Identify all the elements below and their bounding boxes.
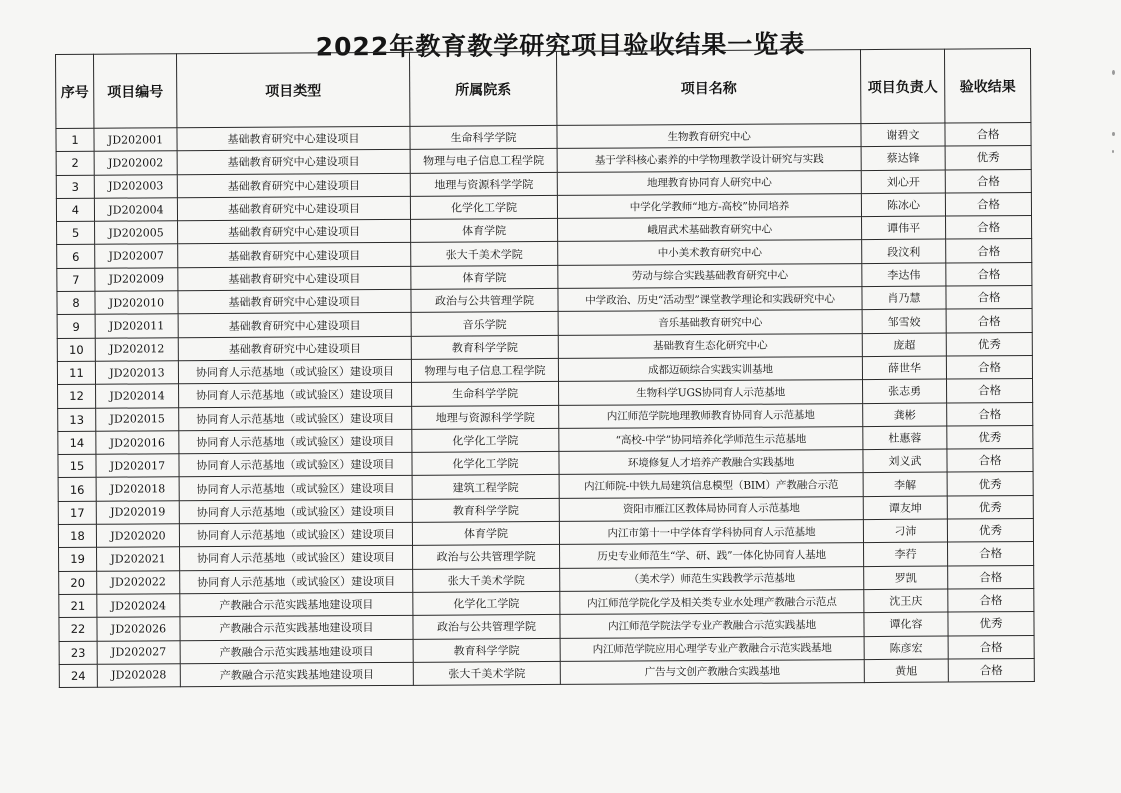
cell-acceptance-result: 合格 — [946, 262, 1032, 286]
cell-department: 教育科学学院 — [411, 335, 558, 359]
cell-project-name: 内江师范学院应用心理学专业产教融合示范实践基地 — [560, 636, 864, 661]
cell-department: 化学化工学院 — [412, 428, 559, 452]
scan-speck — [1112, 150, 1114, 153]
cell-project-type: 基础教育研究中心建设项目 — [178, 336, 411, 361]
cell-project-name: 内江师院-中铁九局建筑信息模型（BIM）产教融合示范 — [559, 473, 863, 498]
cell-project-type: 协同育人示范基地（或试验区）建设项目 — [179, 476, 412, 501]
cell-project-name: 内江市第十一中学体育学科协同育人示范基地 — [559, 520, 863, 545]
cell-serial: 5 — [57, 221, 95, 245]
cell-project-code: JD202001 — [94, 128, 177, 152]
cell-project-leader: 陈彦宏 — [864, 636, 948, 660]
cell-acceptance-result: 合格 — [946, 309, 1032, 333]
cell-acceptance-result: 合格 — [946, 356, 1032, 380]
cell-project-name: 环境修复人才培养产教融合实践基地 — [559, 450, 863, 475]
cell-project-type: 协同育人示范基地（或试验区）建设项目 — [179, 406, 412, 431]
cell-project-name: 广告与文创产教融合实践基地 — [560, 659, 864, 684]
cell-project-leader: 沈王庆 — [864, 589, 948, 613]
cell-project-leader: 谭友坤 — [863, 496, 947, 520]
cell-project-name: 内江师范学院法学专业产教融合示范实践基地 — [560, 613, 864, 638]
cell-serial: 24 — [59, 664, 97, 688]
cell-project-leader: 邹雪姣 — [862, 309, 946, 333]
cell-serial: 3 — [56, 175, 94, 199]
cell-project-code: JD202022 — [97, 570, 180, 594]
cell-project-leader: 杜惠蓉 — [863, 426, 947, 450]
cell-project-code: JD202003 — [94, 174, 177, 198]
cell-serial: 16 — [58, 478, 96, 502]
cell-department: 音乐学院 — [411, 312, 558, 336]
cell-department: 张大千美术学院 — [413, 661, 560, 685]
cell-department: 张大千美术学院 — [411, 242, 558, 266]
cell-project-type: 产教融合示范实践基地建设项目 — [180, 616, 413, 641]
cell-serial: 11 — [57, 361, 95, 385]
cell-acceptance-result: 优秀 — [947, 519, 1033, 543]
header-serial: 序号 — [56, 54, 94, 128]
cell-acceptance-result: 优秀 — [946, 332, 1032, 356]
cell-project-code: JD202010 — [95, 291, 178, 315]
cell-project-type: 产教融合示范实践基地建设项目 — [180, 662, 413, 687]
cell-project-type: 基础教育研究中心建设项目 — [178, 220, 411, 245]
cell-department: 教育科学学院 — [412, 498, 559, 522]
cell-acceptance-result: 合格 — [947, 402, 1033, 426]
cell-project-leader: 张志勇 — [863, 379, 947, 403]
cell-project-leader: 谭伟平 — [862, 216, 946, 240]
cell-project-leader: 段汶利 — [862, 240, 946, 264]
cell-project-name: 内江师范学院地理教师教育协同育人示范基地 — [559, 403, 863, 428]
cell-acceptance-result: 合格 — [948, 635, 1034, 659]
cell-acceptance-result: 优秀 — [947, 425, 1033, 449]
cell-project-type: 基础教育研究中心建设项目 — [178, 313, 411, 338]
cell-acceptance-result: 合格 — [948, 542, 1034, 566]
cell-project-type: 协同育人示范基地（或试验区）建设项目 — [179, 429, 412, 454]
cell-project-code: JD202018 — [96, 477, 179, 501]
cell-project-leader: 李达伟 — [862, 263, 946, 287]
cell-project-type: 产教融合示范实践基地建设项目 — [180, 592, 413, 617]
cell-project-type: 协同育人示范基地（或试验区）建设项目 — [180, 546, 413, 571]
cell-acceptance-result: 优秀 — [947, 472, 1033, 496]
cell-department: 体育学院 — [411, 219, 558, 243]
cell-serial: 12 — [58, 385, 96, 409]
cell-serial: 17 — [58, 501, 96, 525]
cell-department: 地理与资源科学学院 — [412, 405, 559, 429]
cell-project-code: JD202005 — [95, 221, 178, 245]
cell-project-name: 生物科学UGS协同育人示范基地 — [559, 380, 863, 405]
cell-serial: 8 — [57, 291, 95, 315]
cell-project-type: 协同育人示范基地（或试验区）建设项目 — [179, 522, 412, 547]
cell-project-code: JD202002 — [94, 151, 177, 175]
cell-department: 地理与资源科学学院 — [410, 172, 557, 196]
cell-serial: 20 — [59, 571, 97, 595]
header-project-leader: 项目负责人 — [860, 49, 944, 124]
cell-project-leader: 刘心开 — [861, 170, 945, 194]
cell-project-leader: 陈冰心 — [861, 193, 945, 217]
cell-acceptance-result: 合格 — [946, 286, 1032, 310]
cell-project-leader: 庞超 — [862, 333, 946, 357]
cell-serial: 10 — [57, 338, 95, 362]
cell-project-leader: 黄旭 — [864, 659, 948, 683]
cell-project-leader: 龚彬 — [863, 403, 947, 427]
cell-project-leader: 蔡达锋 — [861, 146, 945, 170]
cell-project-leader: 薛世华 — [862, 356, 946, 380]
cell-project-code: JD202026 — [97, 617, 180, 641]
cell-project-name: “高校-中学”协同培养化学师范生示范基地 — [559, 426, 863, 451]
cell-project-type: 协同育人示范基地（或试验区）建设项目 — [179, 499, 412, 524]
cell-department: 体育学院 — [412, 521, 559, 545]
cell-acceptance-result: 合格 — [945, 123, 1031, 147]
cell-acceptance-result: 合格 — [945, 169, 1031, 193]
cell-project-leader: 罗凯 — [864, 566, 948, 590]
cell-project-leader: 李解 — [863, 473, 947, 497]
cell-project-code: JD202016 — [96, 431, 179, 455]
cell-department: 化学化工学院 — [412, 452, 559, 476]
cell-serial: 14 — [58, 431, 96, 455]
cell-acceptance-result: 合格 — [946, 216, 1032, 240]
cell-project-type: 基础教育研究中心建设项目 — [177, 196, 410, 221]
cell-department: 教育科学学院 — [413, 638, 560, 662]
cell-project-code: JD202015 — [96, 407, 179, 431]
cell-project-code: JD202013 — [95, 361, 178, 385]
table-row — [59, 658, 1034, 687]
cell-acceptance-result: 合格 — [947, 449, 1033, 473]
cell-project-leader: 谢碧文 — [861, 123, 945, 147]
cell-serial: 9 — [57, 315, 95, 339]
cell-project-leader: 刘义武 — [863, 449, 947, 473]
cell-project-code: JD202024 — [97, 594, 180, 618]
cell-serial: 1 — [56, 128, 94, 152]
cell-serial: 19 — [59, 548, 97, 572]
cell-department: 生命科学学院 — [410, 125, 557, 149]
cell-department: 体育学院 — [411, 265, 558, 289]
cell-acceptance-result: 优秀 — [945, 146, 1031, 170]
cell-serial: 18 — [58, 524, 96, 548]
cell-project-type: 协同育人示范基地（或试验区）建设项目 — [179, 452, 412, 477]
cell-department: 化学化工学院 — [413, 591, 560, 615]
cell-serial: 15 — [58, 454, 96, 478]
cell-project-name: 中小美术教育研究中心 — [558, 240, 862, 265]
cell-project-name: 音乐基础教育研究中心 — [558, 310, 862, 335]
cell-project-type: 协同育人示范基地（或试验区）建设项目 — [180, 569, 413, 594]
cell-project-code: JD202027 — [97, 640, 180, 664]
cell-project-name: 地理教育协同育人研究中心 — [557, 170, 861, 195]
cell-project-leader: 李荇 — [864, 542, 948, 566]
cell-project-name: 历史专业师范生“学、研、践”一体化协同育人基地 — [560, 543, 864, 568]
cell-project-name: 内江师范学院化学及相关类专业水处理产教融合示范点 — [560, 590, 864, 615]
cell-project-code: JD202021 — [97, 547, 180, 571]
cell-department: 政治与公共管理学院 — [411, 289, 558, 313]
cell-serial: 6 — [57, 245, 95, 269]
cell-project-name: 基础教育生态化研究中心 — [558, 333, 862, 358]
cell-project-type: 基础教育研究中心建设项目 — [177, 150, 410, 175]
cell-department: 政治与公共管理学院 — [413, 545, 560, 569]
header-project-code: 项目编号 — [94, 54, 177, 129]
cell-project-code: JD202028 — [97, 664, 180, 688]
cell-project-code: JD202020 — [96, 524, 179, 548]
cell-project-type: 基础教育研究中心建设项目 — [178, 243, 411, 268]
cell-acceptance-result: 合格 — [948, 658, 1034, 682]
cell-project-leader: 肖乃慧 — [862, 286, 946, 310]
cell-serial: 7 — [57, 268, 95, 292]
cell-department: 物理与电子信息工程学院 — [410, 149, 557, 173]
cell-department: 生命科学学院 — [412, 382, 559, 406]
cell-project-name: 生物教育研究中心 — [557, 124, 861, 149]
cell-project-name: 基于学科核心素养的中学物理教学设计研究与实践 — [557, 147, 861, 172]
cell-project-name: 中学化学教师“地方-高校”协同培养 — [557, 193, 861, 218]
cell-project-code: JD202014 — [96, 384, 179, 408]
cell-serial: 22 — [59, 617, 97, 641]
cell-acceptance-result: 合格 — [947, 379, 1033, 403]
cell-project-code: JD202004 — [94, 198, 177, 222]
cell-project-code: JD202017 — [96, 454, 179, 478]
cell-acceptance-result: 合格 — [945, 192, 1031, 216]
cell-project-code: JD202007 — [95, 244, 178, 268]
header-department: 所属院系 — [409, 51, 556, 126]
table-body — [56, 123, 1034, 688]
cell-department: 政治与公共管理学院 — [413, 615, 560, 639]
cell-project-type: 协同育人示范基地（或试验区）建设项目 — [179, 383, 412, 408]
cell-project-name: 峨眉武术基础教育研究中心 — [558, 217, 862, 242]
cell-project-name: （美术学）师范生实践教学示范基地 — [560, 566, 864, 591]
cell-serial: 4 — [56, 198, 94, 222]
scan-speck — [1112, 70, 1115, 75]
cell-department: 建筑工程学院 — [412, 475, 559, 499]
cell-project-name: 中学政治、历史“活动型”课堂教学理论和实践研究中心 — [558, 287, 862, 312]
header-acceptance-result: 验收结果 — [944, 49, 1030, 124]
cell-project-type: 产教融合示范实践基地建设项目 — [180, 639, 413, 664]
cell-acceptance-result: 优秀 — [947, 495, 1033, 519]
cell-project-leader: 刁沛 — [863, 519, 947, 543]
cell-project-code: JD202011 — [95, 314, 178, 338]
cell-serial: 13 — [58, 408, 96, 432]
cell-serial: 2 — [56, 152, 94, 176]
cell-project-type: 基础教育研究中心建设项目 — [178, 289, 411, 314]
cell-serial: 21 — [59, 594, 97, 618]
acceptance-results-table — [55, 48, 1035, 688]
cell-department: 物理与电子信息工程学院 — [411, 358, 558, 382]
cell-project-code: JD202012 — [95, 337, 178, 361]
scan-speck — [1112, 132, 1115, 136]
cell-project-code: JD202009 — [95, 268, 178, 292]
header-project-name: 项目名称 — [556, 50, 860, 126]
cell-acceptance-result: 合格 — [946, 239, 1032, 263]
cell-acceptance-result: 合格 — [948, 588, 1034, 612]
cell-project-leader: 谭化容 — [864, 612, 948, 636]
cell-project-code: JD202019 — [96, 500, 179, 524]
page-title: 2022年教育教学研究项目验收结果一览表 — [315, 29, 806, 62]
cell-acceptance-result: 优秀 — [948, 612, 1034, 636]
cell-project-name: 劳动与综合实践基础教育研究中心 — [558, 263, 862, 288]
cell-department: 张大千美术学院 — [413, 568, 560, 592]
cell-serial: 23 — [59, 641, 97, 665]
cell-department: 化学化工学院 — [410, 195, 557, 219]
table-header-row — [56, 49, 1031, 129]
cell-project-type: 基础教育研究中心建设项目 — [177, 173, 410, 198]
cell-project-type: 基础教育研究中心建设项目 — [177, 126, 410, 151]
cell-acceptance-result: 合格 — [948, 565, 1034, 589]
cell-project-name: 资阳市雁江区教体局协同育人示范基地 — [559, 496, 863, 521]
header-project-type: 项目类型 — [177, 52, 410, 127]
cell-project-type: 基础教育研究中心建设项目 — [178, 266, 411, 291]
cell-project-type: 协同育人示范基地（或试验区）建设项目 — [178, 359, 411, 384]
cell-project-name: 成都迈硕综合实践实训基地 — [558, 357, 862, 382]
